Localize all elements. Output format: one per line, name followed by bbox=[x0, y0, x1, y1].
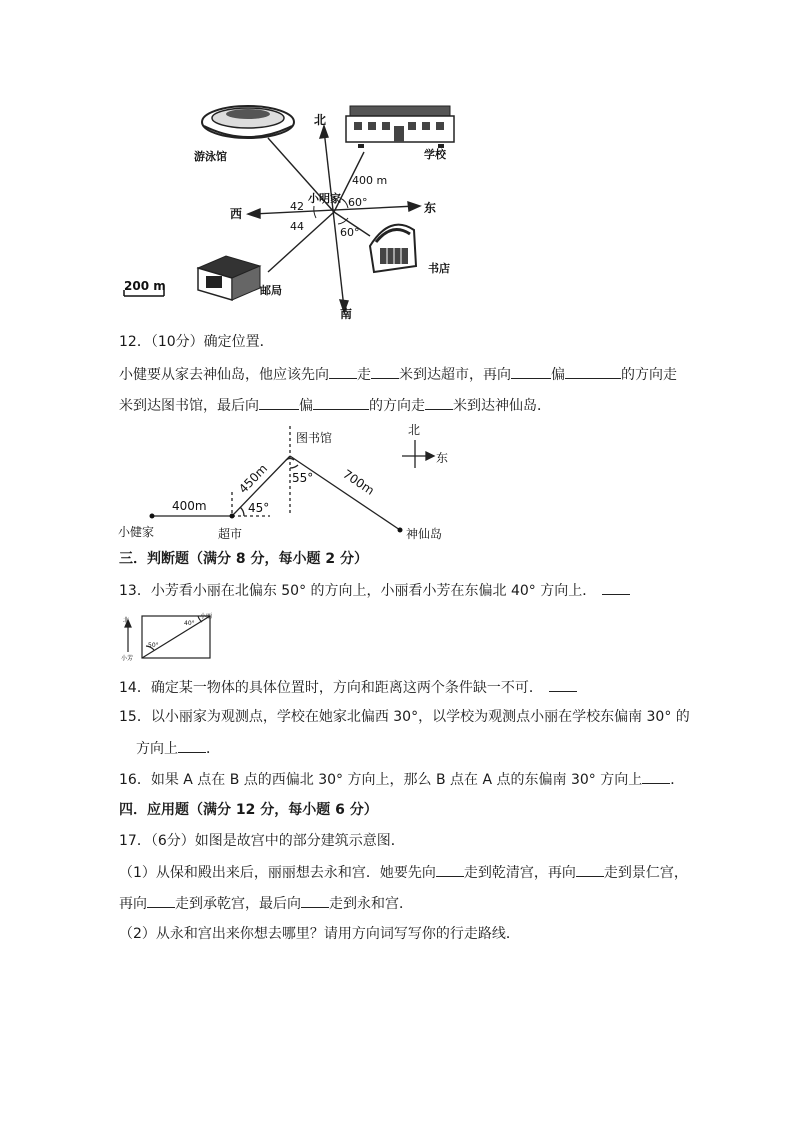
island-label: 神仙岛 bbox=[406, 527, 443, 541]
q12-text: 小健要从家去神仙岛，他应该先向 bbox=[119, 367, 329, 383]
period: ． bbox=[670, 772, 685, 788]
q12-text: 的方向走 bbox=[621, 367, 677, 383]
q16-line bbox=[119, 769, 684, 790]
answer-blank[interactable] bbox=[576, 862, 604, 877]
south-label: 南 bbox=[339, 307, 353, 321]
angle-ne-label: 60° bbox=[348, 196, 368, 209]
answer-blank[interactable] bbox=[549, 677, 577, 692]
q12-line1 bbox=[119, 364, 677, 385]
q12-text: 米到达图书馆，最后向 bbox=[119, 398, 259, 414]
answer-blank[interactable] bbox=[511, 364, 551, 379]
pool-label: 游泳馆 bbox=[194, 150, 227, 163]
bookstore-label: 书店 bbox=[428, 262, 450, 275]
angle-se-label: 60° bbox=[340, 226, 360, 239]
answer-blank[interactable] bbox=[259, 395, 299, 410]
q12-line2 bbox=[119, 395, 551, 416]
post-office-building-icon bbox=[198, 256, 260, 300]
q15-text: 方向上 bbox=[136, 741, 178, 757]
fig13-xiaoli: 小丽 bbox=[200, 613, 213, 620]
route-map-figure bbox=[110, 420, 470, 546]
q17-text: 走到乾清宫，再向 bbox=[463, 865, 576, 881]
q12-text: 的方向走 bbox=[369, 398, 425, 414]
fig13-angle2: 50° bbox=[148, 642, 159, 649]
section4-title: 四．应用题（满分 12 分，每小题 6 分） bbox=[119, 802, 378, 818]
q12-text: 偏 bbox=[299, 398, 313, 414]
postoffice-label: 邮局 bbox=[260, 284, 282, 297]
school-label: 学校 bbox=[424, 148, 446, 161]
fig13-angle1: 40° bbox=[184, 620, 195, 627]
answer-blank[interactable] bbox=[371, 364, 399, 379]
section3-title: 三．判断题（满分 8 分，每小题 2 分） bbox=[119, 551, 368, 567]
q16-text: 16．如果 A 点在 B 点的西偏北 30° 方向上，那么 B 点在 A 点的东偏南 30° 方向上 bbox=[119, 772, 643, 788]
q17-text: 走到永和宫． bbox=[329, 896, 413, 912]
q13-text-line bbox=[119, 580, 630, 601]
q17-part2: （2）从永和宫出来你想去哪里？请用方向词写写你的行走路线． bbox=[119, 926, 520, 942]
answer-blank[interactable] bbox=[602, 580, 630, 595]
answer-blank[interactable] bbox=[147, 893, 175, 908]
dist1-label: 400m bbox=[172, 499, 207, 513]
q12-text: 偏 bbox=[551, 367, 565, 383]
distance-label: 400 m bbox=[352, 174, 388, 187]
dist2-label: 450m bbox=[236, 461, 271, 497]
library-label: 图书馆 bbox=[296, 431, 333, 445]
q17-header: 17．（6分）如图是故宫中的部分建筑示意图． bbox=[119, 833, 405, 849]
school-building-icon bbox=[346, 106, 454, 148]
answer-blank[interactable] bbox=[178, 738, 206, 753]
q17-part1-line1 bbox=[119, 862, 688, 883]
q17-part1-line2 bbox=[119, 893, 413, 914]
answer-blank[interactable] bbox=[436, 862, 464, 877]
fig13-xiaofang: 小芳 bbox=[121, 655, 134, 662]
compass-east-label: 东 bbox=[436, 451, 449, 465]
q14-text: 14．确定某一物体的具体位置时，方向和距离这两个条件缺一不可． bbox=[119, 680, 543, 696]
angle2-label: 55° bbox=[292, 471, 314, 485]
q12-header: 12．（10分）确定位置． bbox=[119, 334, 274, 350]
compass-north-label: 北 bbox=[408, 423, 421, 437]
answer-blank[interactable] bbox=[425, 395, 453, 410]
angle-w2-label: 44 bbox=[290, 220, 304, 233]
answer-blank[interactable] bbox=[642, 769, 670, 784]
q17-text: 再向 bbox=[119, 896, 147, 912]
bookstore-building-icon bbox=[370, 225, 416, 272]
period: ． bbox=[206, 741, 220, 757]
west-label: 西 bbox=[230, 207, 243, 221]
q17-text: （1）从保和殿出来后，丽丽想去永和宫．她要先向 bbox=[119, 865, 436, 881]
direction-map-figure bbox=[118, 96, 478, 322]
center-home-label: 小明家 bbox=[308, 192, 341, 205]
q17-text: 走到景仁宫， bbox=[603, 865, 688, 881]
scale-label: 200 m bbox=[124, 279, 166, 293]
fig13-north: 北 bbox=[123, 617, 130, 624]
answer-blank[interactable] bbox=[301, 893, 329, 908]
answer-blank[interactable] bbox=[329, 364, 357, 379]
q12-text: 米到达超市，再向 bbox=[399, 367, 511, 383]
angle1-label: 45° bbox=[248, 501, 270, 515]
q15-line1: 15．以小丽家为观测点，学校在她家北偏西 30°，以学校为观测点小丽在学校东偏南 30° 的 bbox=[119, 709, 690, 725]
q13-figure bbox=[118, 612, 218, 664]
q13-text: 13．小芳看小丽在北偏东 50° 的方向上，小丽看小芳在东偏北 40° 方向上． bbox=[119, 583, 597, 599]
dist3-label: 700m bbox=[340, 466, 377, 498]
swimming-pool-icon bbox=[202, 106, 294, 138]
home-label: 小健家 bbox=[118, 525, 155, 539]
q14-line bbox=[119, 677, 577, 698]
answer-blank[interactable] bbox=[313, 395, 369, 410]
q12-text: 走 bbox=[357, 367, 371, 383]
q17-text: 走到承乾宫，最后向 bbox=[175, 896, 301, 912]
answer-blank[interactable] bbox=[565, 364, 621, 379]
q15-line2 bbox=[136, 738, 220, 759]
north-label: 北 bbox=[313, 113, 327, 127]
angle-w1-label: 42 bbox=[290, 200, 304, 213]
q12-text: 米到达神仙岛． bbox=[453, 398, 551, 414]
east-label: 东 bbox=[424, 201, 437, 215]
market-label: 超市 bbox=[218, 527, 243, 541]
